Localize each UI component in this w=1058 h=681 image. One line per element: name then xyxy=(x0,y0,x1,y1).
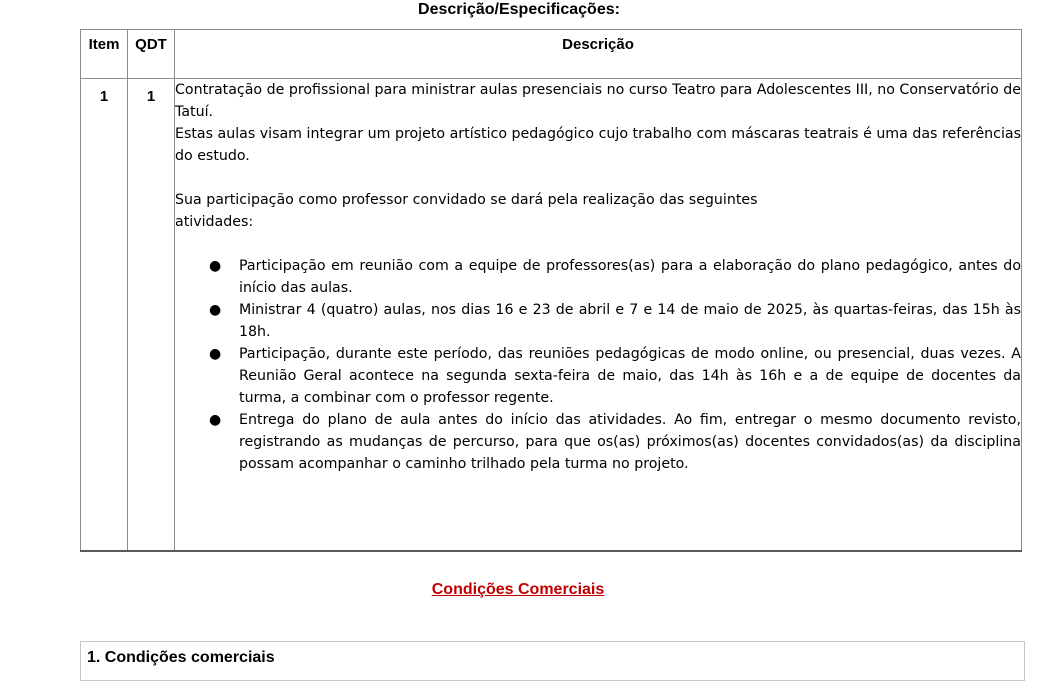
list-item-text: Entrega do plano de aula antes do início das atividades. Ao fim, entregar o mesmo documento revisto, registrando as mudanças de percurso, para que os(as) próximos(as) docentes convidados(as) da disciplina possam acompanhar o caminho trilhado pela turma no projeto. xyxy=(239,412,1021,472)
description-paragraph: Estas aulas visam integrar um projeto artístico pedagógico cujo trabalho com máscaras teatrais é uma das referências do estudo. xyxy=(175,126,1021,164)
table-row xyxy=(81,79,1022,551)
bullet-dot-icon: ● xyxy=(209,258,222,274)
paragraph-spacer xyxy=(175,167,1021,189)
commercial-conditions-box xyxy=(80,641,1025,681)
table-header-row xyxy=(81,30,1022,79)
item-number-cell: 1 xyxy=(81,79,128,551)
section-title-commercial-conditions: Condições Comerciais xyxy=(431,581,605,598)
list-item-text: Ministrar 4 (quatro) aulas, nos dias 16 e 23 de abril e 7 e 14 de maio de 2025, às quartas-feiras, das 15h às 18h. xyxy=(239,302,1021,340)
bullet-dot-icon: ● xyxy=(209,346,222,362)
bullet-dot-icon: ● xyxy=(209,412,222,428)
bullet-dot-icon: ● xyxy=(209,302,222,318)
list-item xyxy=(209,409,1021,475)
description-cell xyxy=(175,79,1022,551)
activities-list xyxy=(175,255,1021,475)
quantity-cell: 1 xyxy=(128,79,175,551)
commercial-conditions-title: 1. Condições comerciais xyxy=(87,649,275,666)
column-header-description: Descrição xyxy=(175,30,1022,79)
list-item xyxy=(209,299,1021,343)
description-paragraph: atividades: xyxy=(175,214,254,230)
column-header-qty: QDT xyxy=(128,30,175,79)
page-heading: Descrição/Especificações: xyxy=(418,1,620,18)
list-item-text: Participação, durante este período, das reuniões pedagógicas de modo online, ou presencial, duas vezes. A Reunião Geral acontece na segunda sexta-feira de maio, das 14h às 16h e a de equipe de docentes da turma, a combinar com o professor regente. xyxy=(239,346,1021,406)
list-item-text: Participação em reunião com a equipe de professores(as) para a elaboração do plano pedagógico, antes do início das aulas. xyxy=(239,258,1021,296)
paragraph-spacer xyxy=(175,233,1021,255)
description-paragraph: Contratação de profissional para ministrar aulas presenciais no curso Teatro para Adolescentes III, no Conservatório de Tatuí. xyxy=(175,82,1021,120)
list-item xyxy=(209,255,1021,299)
list-item xyxy=(209,343,1021,409)
description-paragraph: Sua participação como professor convidado se dará pela realização das seguintes xyxy=(175,192,758,208)
column-header-item: Item xyxy=(81,30,128,79)
specifications-table xyxy=(80,29,1022,552)
